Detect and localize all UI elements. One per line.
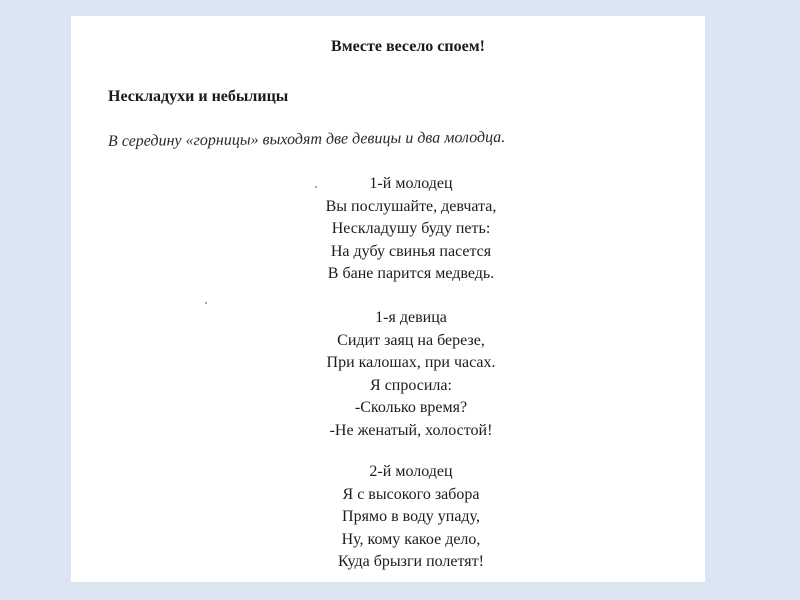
scan-speck <box>205 302 207 304</box>
verse-line: Сидит заяц на березе, <box>337 331 485 349</box>
verse-line: При калошах, при часах. <box>326 354 496 371</box>
scan-speck <box>315 186 317 188</box>
stage-direction: В середину «горницы» выходят две девицы и два молодца. <box>107 128 506 150</box>
section-heading: Нескладухи и небылицы <box>108 88 289 105</box>
verse-line: Нескладушу буду петь: <box>331 220 491 237</box>
verse-line: На дубу свинья пасется <box>330 242 492 260</box>
verse-line: Ну, кому какое дело, <box>341 530 481 548</box>
scanned-page <box>71 16 705 582</box>
stanza-speaker: 2-й молодец <box>369 463 453 480</box>
verse-line: В бане парится медведь. <box>327 265 495 282</box>
verse-line: Прямо в воду упаду, <box>342 508 480 525</box>
verse-line: Я спросила: <box>370 376 452 394</box>
page-title: Вместе весело споем! <box>331 38 485 55</box>
verse-line: -Сколько время? <box>354 399 468 416</box>
stanza-second-lad <box>271 461 551 574</box>
verse-line: Куда брызги полетят! <box>338 553 484 570</box>
stanza-first-maiden <box>271 307 551 442</box>
stanza-speaker: 1-й молодец <box>369 175 453 192</box>
verse-line: Вы послушайте, девчата, <box>325 197 497 215</box>
verse-line: -Не женатый, холостой! <box>329 421 493 439</box>
stanza-first-lad <box>271 173 551 286</box>
verse-line: Я с высокого забора <box>342 485 480 503</box>
stanza-speaker: 1-я девица <box>375 309 447 326</box>
